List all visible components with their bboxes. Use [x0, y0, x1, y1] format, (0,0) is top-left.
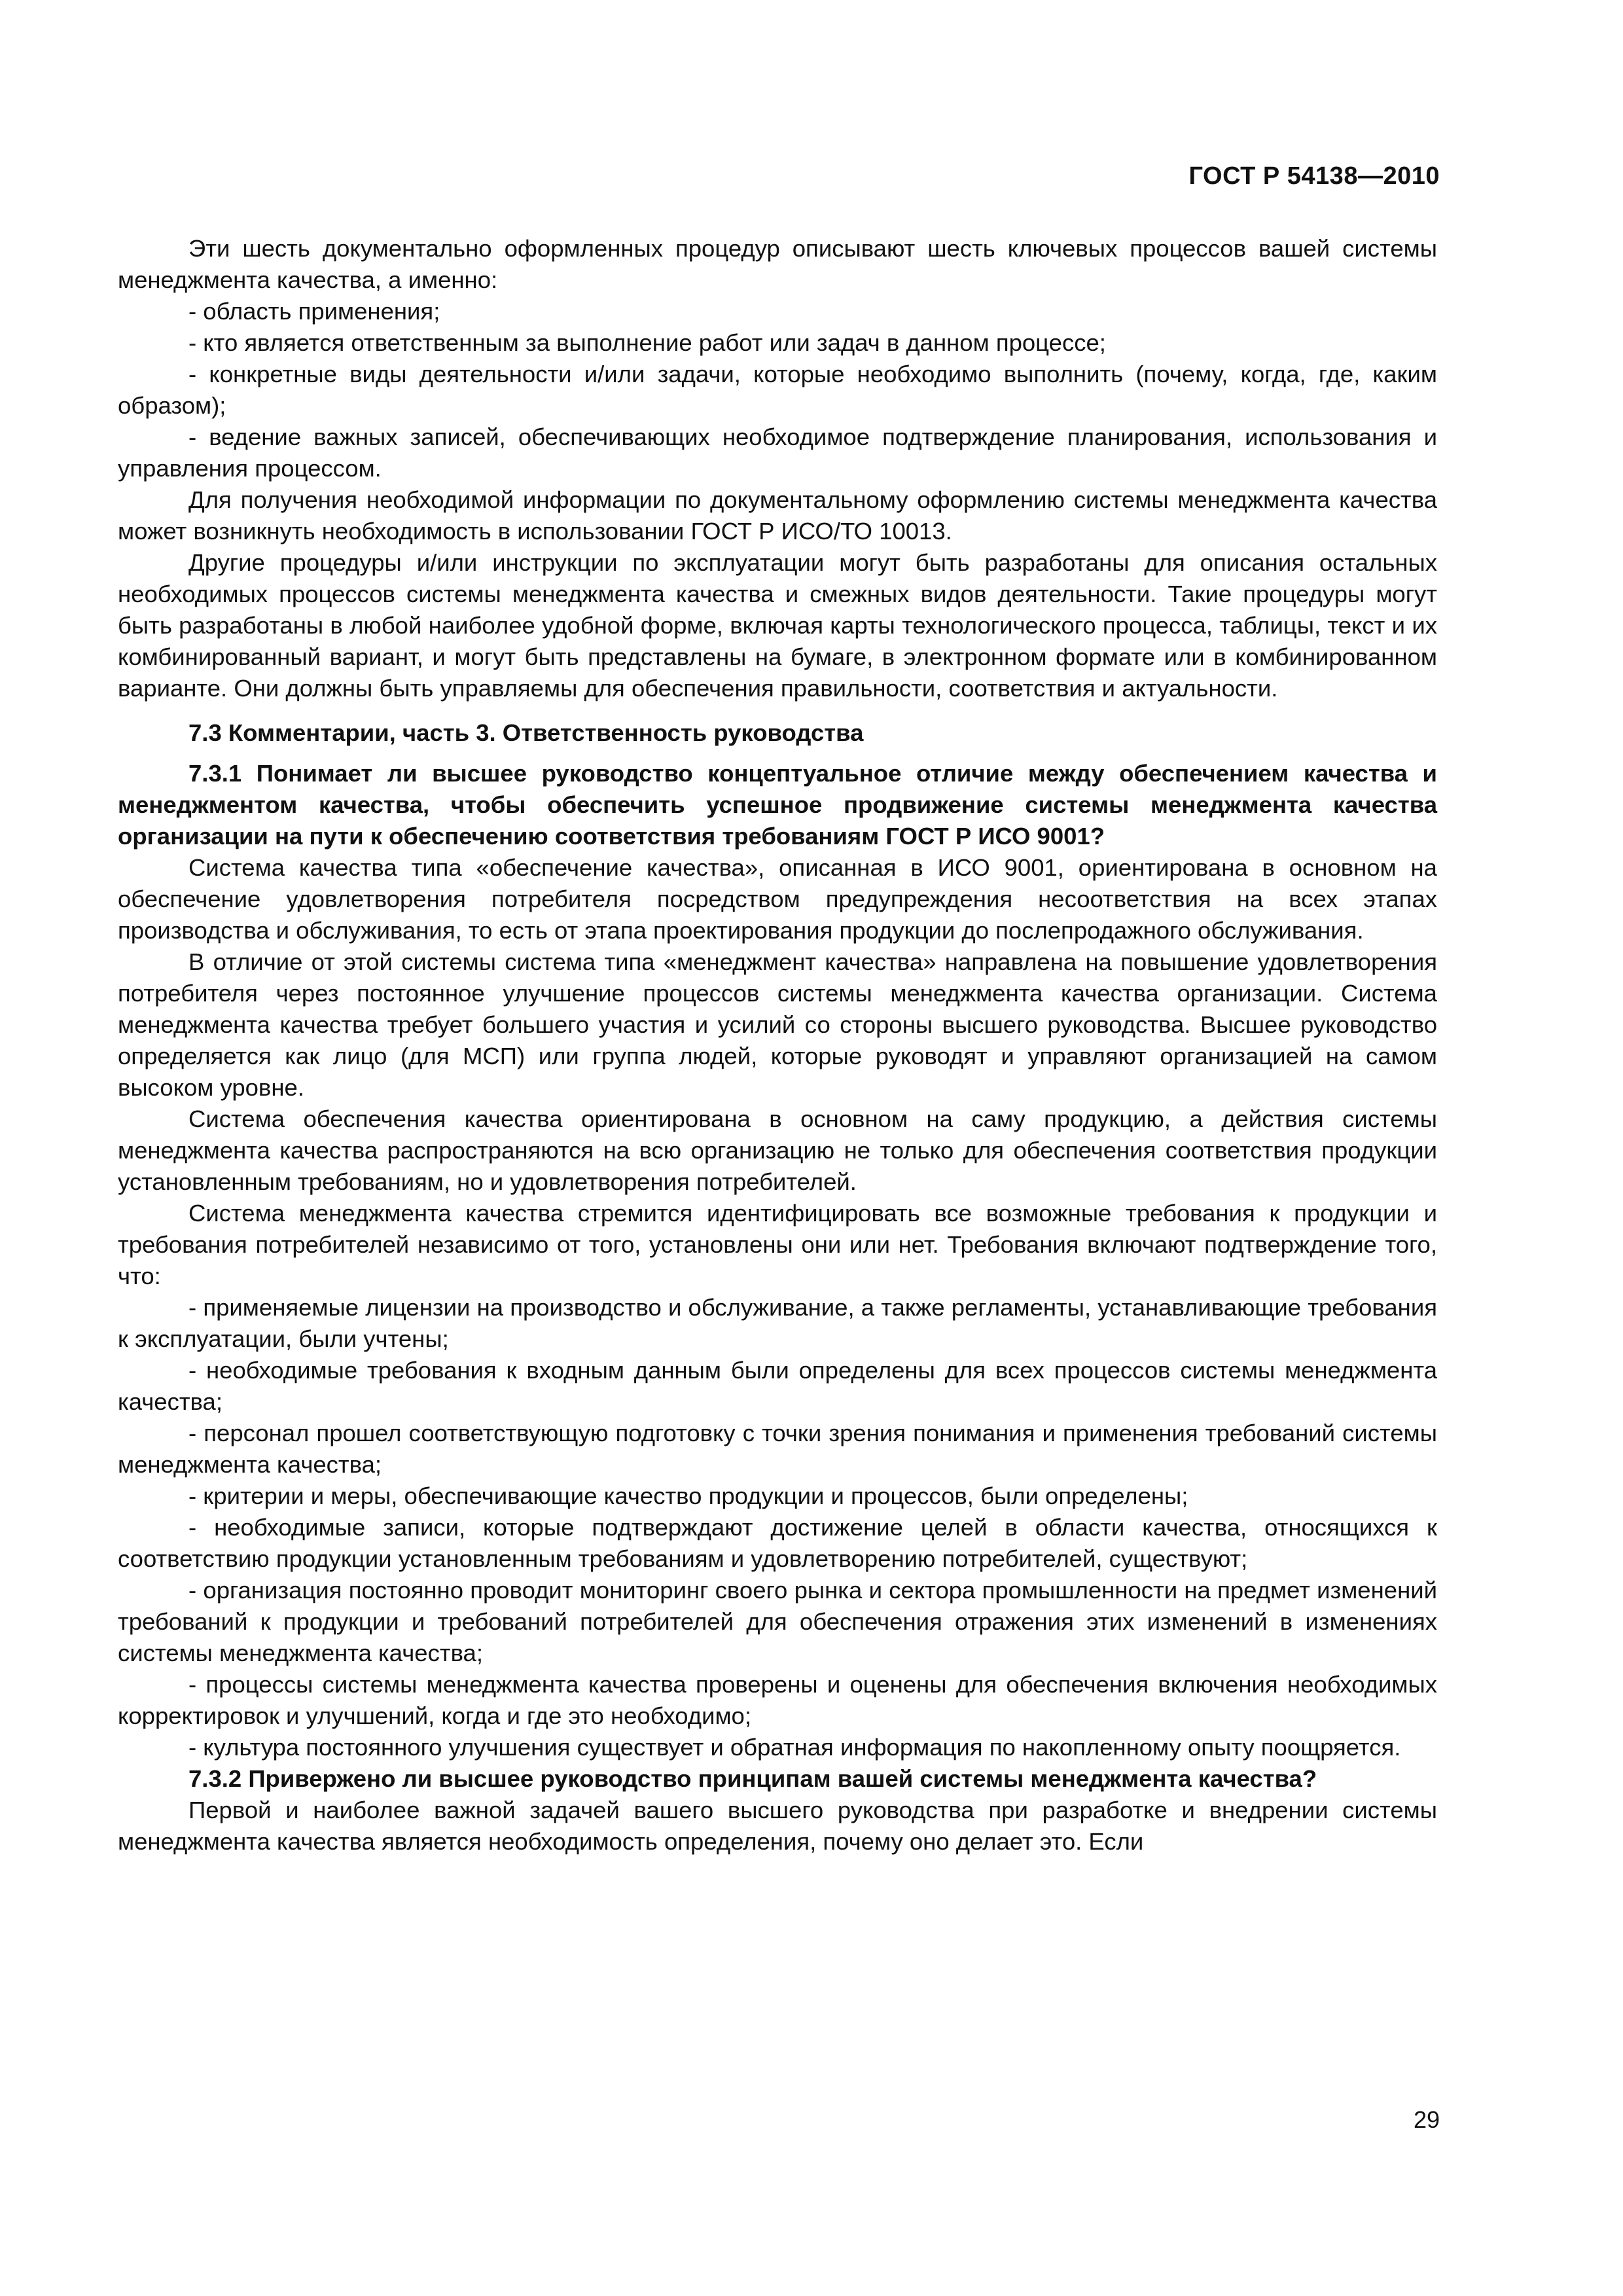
paragraph: Для получения необходимой информации по документальному оформлению системы менеджмента качества может возникнуть необходимость в использовании ГОСТ Р ИСО/ТО 10013.: [118, 486, 1437, 545]
paragraph: В отличие от этой системы система типа «менеджмент качества» направлена на повышение удовлетворения потребителя через постоянное улучшение процессов системы менеджмента качества организации. Система менеджмента качества требует большего участия и усилий со стороны высшего руководства. Высшее руководство определяется как лицо (для МСП) или группа людей, которые руководят и управляют организацией на самом высоком уровне.: [118, 948, 1437, 1101]
list-item: - необходимые записи, которые подтверждают достижение целей в области качества, относящихся к соответствию продукции установленным требованиям и удовлетворению потребителей, существуют;: [118, 1514, 1437, 1572]
paragraph: Система менеджмента качества стремится идентифицировать все возможные требования к продукции и требования потребителей независимо от того, установлены они или нет. Требования включают подтверждение того, что:: [118, 1200, 1437, 1289]
list-item: - применяемые лицензии на производство и обслуживание, а также регламенты, устанавливающие требования к эксплуатации, были учтены;: [118, 1294, 1437, 1352]
subsection-heading: 7.3.2 Привержено ли высшее руководство принципам вашей системы менеджмента качества?: [188, 1765, 1317, 1792]
list-item: - культура постоянного улучшения существует и обратная информация по накопленному опыту поощряется.: [188, 1734, 1401, 1761]
page-body: [118, 233, 1437, 1857]
list-item: - организация постоянно проводит мониторинг своего рынка и сектора промышленности на предмет изменений требований к продукции и требований потребителей для обеспечения отражения этих изменений в изменениях системы менеджмента качества;: [118, 1577, 1437, 1666]
page-number: 29: [1413, 2106, 1440, 2133]
list-item: - персонал прошел соответствующую подготовку с точки зрения понимания и применения требований системы менеджмента качества;: [118, 1420, 1437, 1478]
list-item: - кто является ответственным за выполнение работ или задач в данном процессе;: [188, 329, 1106, 356]
paragraph: Первой и наиболее важной задачей вашего высшего руководства при разработке и внедрении системы менеджмента качества является необходимость определения, почему оно делает это. Если: [118, 1797, 1437, 1855]
list-item: - процессы системы менеджмента качества проверены и оценены для обеспечения включения необходимых корректировок и улучшений, когда и где это необходимо;: [118, 1671, 1437, 1729]
paragraph: Эти шесть документально оформленных процедур описывают шесть ключевых процессов вашей системы менеджмента качества, а именно:: [118, 235, 1437, 293]
list-item: - необходимые требования к входным данным были определены для всех процессов системы менеджмента качества;: [118, 1357, 1437, 1415]
list-item: - конкретные виды деятельности и/или задачи, которые необходимо выполнить (почему, когда, где, каким образом);: [118, 361, 1437, 419]
list-item: - ведение важных записей, обеспечивающих необходимое подтверждение планирования, использования и управления процессом.: [118, 423, 1437, 482]
subsection-heading: 7.3.1 Понимает ли высшее руководство концептуальное отличие между обеспечением качества и менеджментом качества, чтобы обеспечить успешное продвижение системы менеджмента качества организации на пути к обеспечению соответствия требованиям ГОСТ Р ИСО 9001?: [118, 760, 1437, 850]
list-item: - область применения;: [188, 298, 440, 325]
paragraph: Другие процедуры и/или инструкции по эксплуатации могут быть разработаны для описания остальных необходимых процессов системы менеджмента качества и смежных видов деятельности. Такие процедуры могут быть разработаны в любой наиболее удобной форме, включая карты технологического процесса, таблицы, текст и их комбинированный вариант, и могут быть представлены на бумаге, в электронном формате или в комбинированном варианте. Они должны быть управляемы для обеспечения правильности, соответствия и актуальности.: [118, 549, 1437, 702]
paragraph: Система обеспечения качества ориентирована в основном на саму продукцию, а действия системы менеджмента качества распространяются на всю организацию не только для обеспечения соответствия продукции установленным требованиям, но и удовлетворения потребителей.: [118, 1105, 1437, 1195]
paragraph: Система качества типа «обеспечение качества», описанная в ИСО 9001, ориентирована в основном на обеспечение удовлетворения потребителя посредством предупреждения несоответствия на всех этапах производства и обслуживания, то есть от этапа проектирования продукции до послепродажного обслуживания.: [118, 854, 1437, 944]
document-id-header: ГОСТ Р 54138—2010: [1188, 162, 1440, 190]
section-heading: 7.3 Комментарии, часть 3. Ответственность руководства: [188, 719, 864, 746]
list-item: - критерии и меры, обеспечивающие качество продукции и процессов, были определены;: [188, 1482, 1188, 1509]
